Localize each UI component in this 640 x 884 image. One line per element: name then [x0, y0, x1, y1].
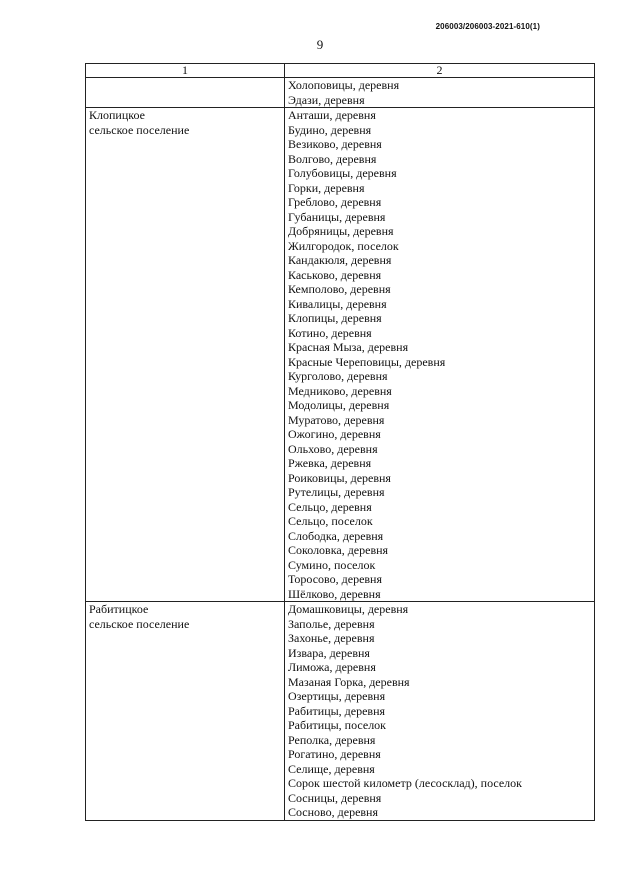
settlement-item: Рабитицы, поселок	[288, 718, 387, 732]
settlement-item: Шёлково, деревня	[288, 586, 381, 601]
region-name-line: Рабитицкое	[89, 602, 149, 616]
settlement-item: Волгово, деревня	[288, 151, 377, 166]
settlement-item: Модолицы, деревня	[288, 398, 390, 412]
settlement-item: Ольхово, деревня	[288, 441, 378, 456]
table-row	[86, 78, 595, 108]
settlement-item: Селище, деревня	[288, 761, 375, 776]
settlement-item: Кандакюля, деревня	[288, 253, 392, 267]
settlement-item: Ржевка, деревня	[288, 456, 372, 470]
settlement-item: Соколовка, деревня	[288, 543, 389, 557]
settlement-item: Курголово, деревня	[288, 369, 388, 383]
settlement-item: Муратово, деревня	[288, 412, 385, 427]
settlement-item: Котино, деревня	[288, 325, 372, 340]
settlement-item: Домашковицы, деревня	[288, 602, 409, 616]
settlement-item: Губаницы, деревня	[288, 209, 386, 224]
settlement-item: Добряницы, деревня	[288, 224, 394, 238]
region-cell	[86, 602, 285, 821]
settlement-item: Захонье, деревня	[288, 631, 375, 645]
settlement-item: Лиможа, деревня	[288, 660, 376, 674]
settlement-item: Кемполово, деревня	[288, 282, 391, 296]
settlement-item: Реполка, деревня	[288, 732, 376, 747]
table-row	[86, 108, 595, 602]
page-number: 9	[316, 37, 324, 52]
settlement-item: Везиково, деревня	[288, 137, 382, 151]
column-header-1: 1	[86, 64, 285, 78]
settlement-item: Горки, деревня	[288, 180, 365, 195]
settlement-item: Красные Череповицы, деревня	[288, 354, 446, 369]
settlement-item: Каськово, деревня	[288, 267, 382, 282]
settlement-item: Медниково, деревня	[288, 383, 392, 398]
region-name-line: сельское поселение	[89, 122, 190, 137]
region-name-line: сельское поселение	[89, 616, 190, 631]
settlement-item: Сорок шестой километр (лесосклад), поселок	[288, 776, 522, 790]
settlement-item: Заполье, деревня	[288, 616, 375, 631]
settlement-item: Кивалицы, деревня	[288, 296, 387, 311]
settlement-item: Извара, деревня	[288, 645, 370, 660]
settlement-item: Эдази, деревня	[288, 92, 365, 107]
region-name-line: Клопицкое	[89, 108, 145, 122]
settlements-table	[85, 63, 595, 821]
document-id: 206003/206003-2021-610(1)	[435, 22, 540, 31]
settlement-item: Клопицы, деревня	[288, 311, 382, 325]
settlement-item: Анташи, деревня	[288, 108, 376, 122]
settlement-item: Сумино, поселок	[288, 557, 376, 572]
settlement-item: Рутелицы, деревня	[288, 485, 385, 499]
settlement-item: Греблово, деревня	[288, 195, 382, 209]
settlement-item: Мазаная Горка, деревня	[288, 674, 410, 689]
settlements-cell	[285, 78, 595, 108]
settlement-item: Красная Мыза, деревня	[288, 340, 409, 354]
settlement-item: Рабитицы, деревня	[288, 703, 386, 718]
settlement-item: Слободка, деревня	[288, 528, 384, 543]
table-header-row	[86, 64, 595, 78]
settlement-item: Сосницы, деревня	[288, 790, 382, 805]
settlement-item: Торосово, деревня	[288, 572, 383, 586]
table-row	[86, 602, 595, 821]
settlement-item: Роиковицы, деревня	[288, 470, 391, 485]
settlement-item: Будино, деревня	[288, 122, 372, 137]
settlement-item: Голубовицы, деревня	[288, 166, 397, 180]
settlement-item: Холоповицы, деревня	[288, 78, 400, 92]
region-cell	[86, 78, 285, 108]
settlement-item: Ожогино, деревня	[288, 427, 381, 441]
table-body	[86, 78, 595, 821]
settlement-item: Сосново, деревня	[288, 805, 378, 819]
region-cell	[86, 108, 285, 602]
settlement-item: Рогатино, деревня	[288, 747, 381, 761]
settlement-item: Сельцо, поселок	[288, 514, 373, 528]
settlement-item: Озертицы, деревня	[288, 689, 386, 703]
settlements-cell	[285, 108, 595, 602]
column-header-2: 2	[285, 64, 595, 78]
settlement-item: Сельцо, деревня	[288, 499, 372, 514]
settlement-item: Жилгородок, поселок	[288, 238, 399, 253]
settlements-cell	[285, 602, 595, 821]
